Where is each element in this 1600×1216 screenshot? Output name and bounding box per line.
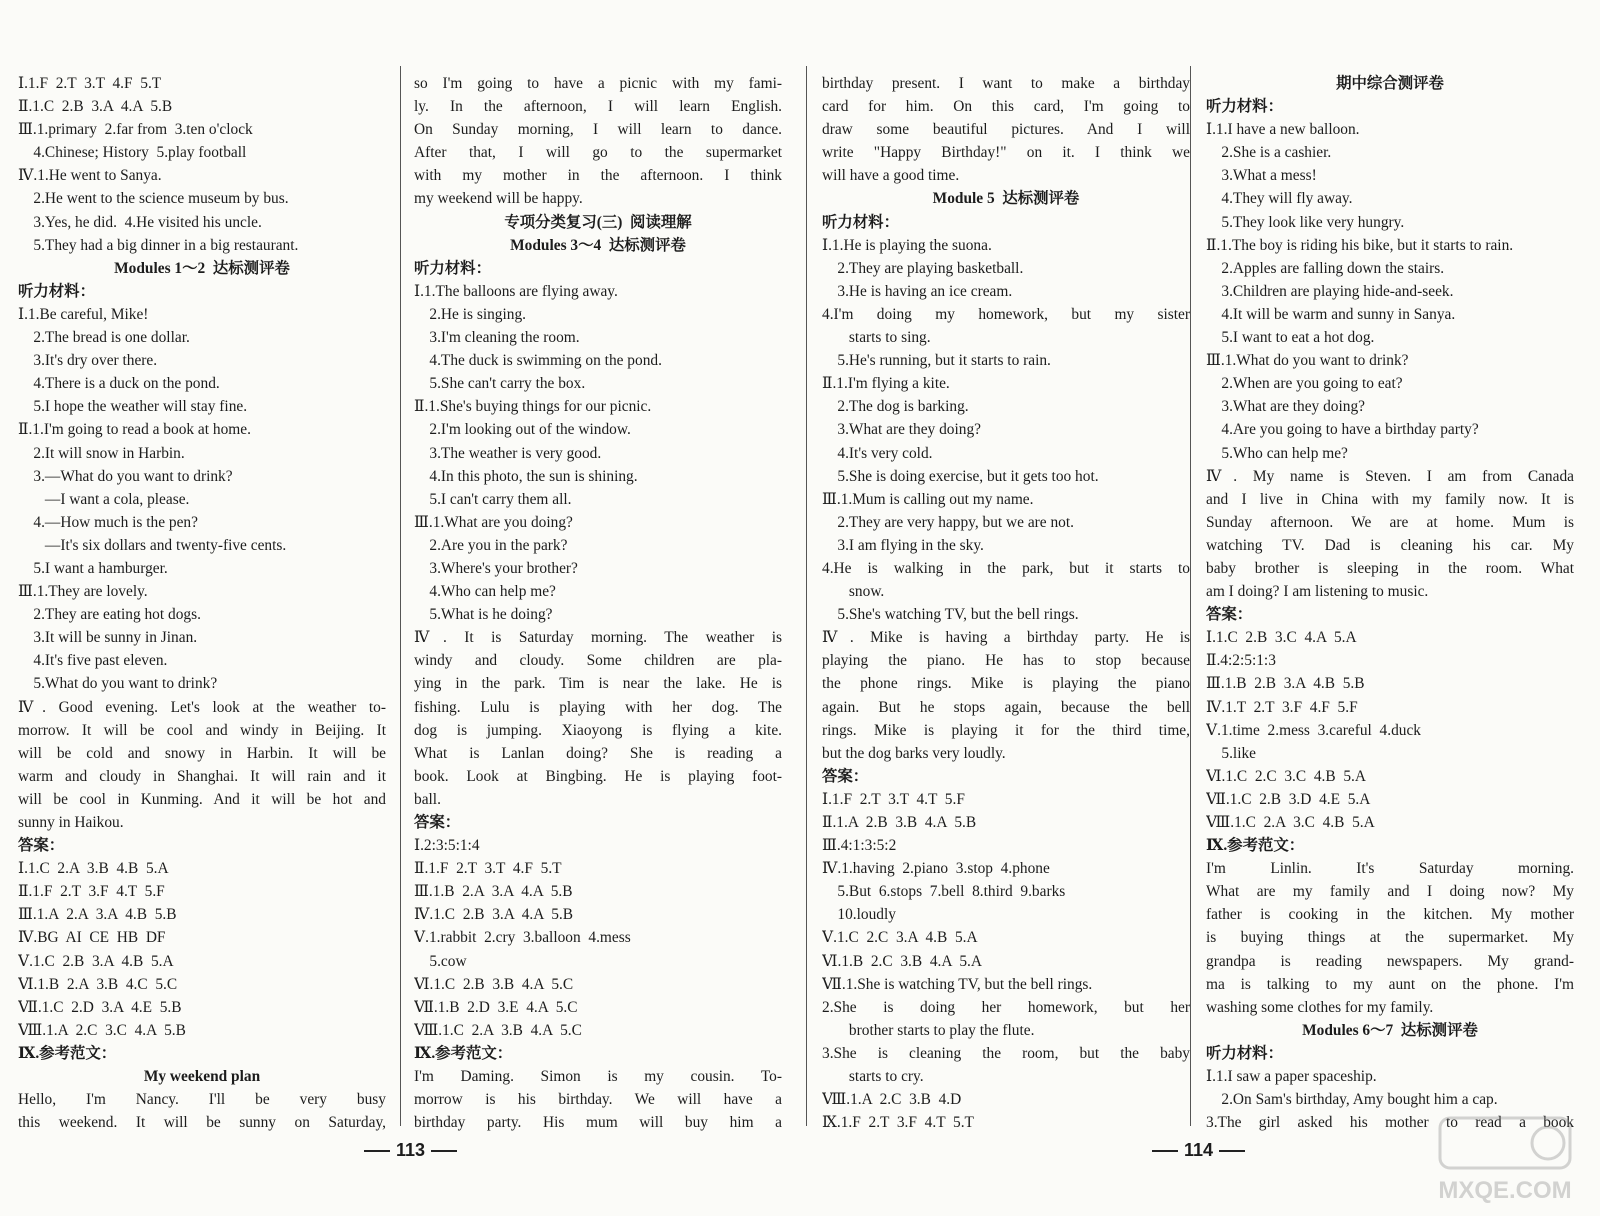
text-line: 3.She is cleaning the room, but the baby — [822, 1044, 1190, 1062]
text-line: and I live in China with my family now. It is — [1206, 490, 1574, 508]
text-line: 5.I can't carry them all. — [414, 490, 572, 508]
text-line: Sunday afternoon. We are at home. Mum is — [1206, 513, 1574, 531]
text-line: 5.Who can help me? — [1206, 444, 1348, 462]
section-heading: Modules 6～7 达标测评卷 — [1302, 1021, 1478, 1039]
text-line: Ⅴ.1.time 2.mess 3.careful 4.duck — [1206, 721, 1421, 739]
text-line: Ⅳ.1.He went to Sanya. — [18, 167, 162, 185]
text-line: will be cold and snowy in Harbin. It will be — [18, 744, 386, 762]
section-heading: My weekend plan — [143, 1068, 261, 1086]
text-line: 4.Are you going to have a birthday party? — [1206, 421, 1479, 439]
text-line: 2.She is a cashier. — [1206, 144, 1332, 162]
column-3 — [822, 72, 1190, 1134]
text-line: starts to cry. — [822, 1068, 924, 1086]
text-line: Ⅳ.1.C 2.B 3.A 4.A 5.B — [414, 906, 574, 924]
text-line: my weekend will be happy. — [414, 190, 583, 208]
text-line: Ⅲ.1.Mum is calling out my name. — [822, 490, 1034, 508]
text-line: ball. — [414, 790, 441, 808]
text-line: 5.I want to eat a hot dog. — [1206, 329, 1375, 347]
page-number-text: 114 — [1184, 1140, 1214, 1160]
text-line: 5.What is he doing? — [414, 606, 553, 624]
text-line: will have a good time. — [822, 167, 960, 185]
section-heading: 期中综合测评卷 — [1336, 75, 1444, 92]
watermark-logo-icon — [1420, 1110, 1590, 1210]
text-line: Ⅳ. Good evening. Let's look at the weather to- — [18, 698, 386, 716]
text-line: ly. In the afternoon, I will learn English. — [414, 98, 782, 116]
text-line: 2.He went to the science museum by bus. — [18, 190, 289, 208]
text-line: 3.What are they doing? — [1206, 398, 1365, 416]
text-line: 2.He is singing. — [414, 305, 527, 323]
text-line: draw some beautiful pictures. And I will — [822, 121, 1190, 139]
text-line: 2.They are eating hot dogs. — [18, 606, 201, 624]
text-line: Ⅳ.BG AI CE HB DF — [18, 929, 166, 947]
text-line: baby brother is sleeping in the room. What — [1206, 559, 1574, 577]
text-line: 5.She can't carry the box. — [414, 375, 586, 393]
text-line: Ⅳ. Mike is having a birthday party. He is — [822, 629, 1190, 647]
text-line: 3.It will be sunny in Jinan. — [18, 629, 198, 647]
text-line: Hello, I'm Nancy. I'll be very busy — [18, 1091, 386, 1109]
text-line: 5.cow — [414, 952, 467, 970]
text-line: Ⅷ.1.A 2.C 3.C 4.A 5.B — [18, 1021, 186, 1039]
text-line: Ⅰ.1.I have a new balloon. — [1206, 121, 1360, 139]
text-line: 2.The bread is one dollar. — [18, 329, 190, 347]
text-line: book. Look at Bingbing. He is playing foot- — [414, 767, 782, 785]
text-line: brother starts to play the flute. — [822, 1021, 1035, 1039]
text-line: Ⅵ.1.C 2.C 3.C 4.B 5.A — [1206, 767, 1367, 785]
page-number-text: 113 — [396, 1140, 426, 1160]
text-line: 3.What are they doing? — [822, 421, 981, 439]
text-line: 5.I want a hamburger. — [18, 559, 168, 577]
text-line: Ⅳ.1.T 2.T 3.F 4.F 5.F — [1206, 698, 1358, 716]
text-line: warm and cloudy in Shanghai. It will rain and it — [18, 767, 386, 785]
page-number-right — [1146, 1140, 1251, 1161]
text-line: 4.The duck is swimming on the pond. — [414, 352, 662, 370]
text-line: Ⅵ.1.B 2.A 3.B 4.C 5.C — [18, 975, 178, 993]
text-line: write "Happy Birthday!" on it. I think we — [822, 144, 1190, 162]
text-line: 答案： — [18, 837, 65, 855]
text-line: is buying things at the supermarket. My — [1206, 929, 1574, 947]
text-line: birthday party. His mum will buy him a — [414, 1114, 782, 1132]
text-line: 3.The weather is very good. — [414, 444, 602, 462]
text-line: this weekend. It will be sunny on Saturday, — [18, 1114, 386, 1132]
text-line: 3.Children are playing hide-and-seek. — [1206, 282, 1454, 300]
text-line: windy and cloudy. Some children are pla- — [414, 652, 782, 670]
text-line: 2.On Sam's birthday, Amy bought him a cap. — [1206, 1091, 1498, 1109]
text-line: father is cooking in the kitchen. My mother — [1206, 906, 1574, 924]
text-line: fishing. Lulu is playing with her dog. The — [414, 698, 782, 716]
text-line: 4.Who can help me? — [414, 583, 556, 601]
text-line: Ⅱ.1.I'm going to read a book at home. — [18, 421, 251, 439]
column-divider — [400, 66, 401, 1126]
text-line: 4.Chinese; History 5.play football — [18, 144, 247, 162]
text-line: 4.It's very cold. — [822, 444, 933, 462]
text-line: Ⅳ.1.having 2.piano 3.stop 4.phone — [822, 860, 1050, 878]
text-line: with my mother in the afternoon. I think — [414, 167, 782, 185]
text-line: 2.Are you in the park? — [414, 536, 568, 554]
text-line: 4.In this photo, the sun is shining. — [414, 467, 638, 485]
section-heading: Module 5 达标测评卷 — [932, 190, 1080, 208]
column-2 — [414, 72, 782, 1134]
text-line: washing some clothes for my family. — [1206, 998, 1434, 1016]
text-line: Ⅰ.1.F 2.T 3.T 4.F 5.T — [18, 75, 162, 92]
text-line: again. But he stops again, because the bell — [822, 698, 1190, 716]
text-line: 3.Where's your brother? — [414, 559, 578, 577]
text-line: 3.What a mess! — [1206, 167, 1317, 185]
text-line: 3.The girl asked his mother to read a book — [1206, 1114, 1574, 1132]
text-line: Ⅰ.2:3:5:1:4 — [414, 837, 480, 855]
section-heading: Modules 1～2 达标测评卷 — [114, 259, 290, 277]
watermark-text: MXQE.COM — [1438, 1177, 1572, 1204]
text-line: sunny in Haikou. — [18, 814, 124, 831]
text-line: Ⅶ.1.B 2.D 3.E 4.A 5.C — [414, 998, 578, 1016]
page-number-left — [358, 1140, 463, 1161]
text-line: Ⅰ.1.I saw a paper spaceship. — [1206, 1068, 1377, 1086]
text-line: Ⅵ.1.C 2.B 3.B 4.A 5.C — [414, 975, 574, 993]
text-line: Ⅳ. My name is Steven. I am from Canada — [1206, 467, 1574, 485]
text-line: Ⅸ.1.F 2.T 3.F 4.T 5.T — [822, 1114, 974, 1132]
text-line: will be cool in Kunming. And it will be hot and — [18, 790, 386, 808]
text-line: 5.I hope the weather will stay fine. — [18, 398, 248, 416]
text-line: Ⅱ.1.She's buying things for our picnic. — [414, 398, 652, 416]
text-line: 听力材料： — [822, 213, 899, 231]
text-line: Ⅱ.1.F 2.T 3.T 4.F 5.T — [414, 860, 562, 878]
text-line: 4.—How much is the pen? — [18, 513, 198, 531]
text-line: but the dog barks very loudly. — [822, 744, 1006, 762]
text-line: birthday present. I want to make a birthday — [822, 75, 1190, 92]
text-line: Ⅲ.1.B 2.A 3.A 4.A 5.B — [414, 883, 573, 901]
text-line: Ⅴ.1.C 2.B 3.A 4.B 5.A — [18, 952, 174, 970]
text-line: 听力材料： — [18, 282, 95, 300]
text-line: 5.But 6.stops 7.bell 8.third 9.barks — [822, 883, 1066, 901]
text-line: 2.They are very happy, but we are not. — [822, 513, 1074, 531]
text-line: the phone rings. Mike is playing the piano — [822, 675, 1190, 693]
text-line: Ⅷ.1.C 2.A 3.C 4.B 5.A — [1206, 814, 1375, 831]
text-line: 2.Apples are falling down the stairs. — [1206, 259, 1445, 277]
text-line: Ⅷ.1.A 2.C 3.B 4.D — [822, 1091, 962, 1109]
text-line: Ⅲ.1.What are you doing? — [414, 513, 573, 531]
text-line: 5.He's running, but it starts to rain. — [822, 352, 1051, 370]
text-line: morrow. It will be cool and windy in Beijing. It — [18, 721, 386, 739]
text-line: Ⅰ.1.C 2.B 3.C 4.A 5.A — [1206, 629, 1357, 647]
text-line: Ⅳ. It is Saturday morning. The weather is — [414, 629, 782, 647]
text-line: What is Lanlan doing? She is reading a — [414, 744, 782, 762]
text-line: 2.I'm looking out of the window. — [414, 421, 631, 439]
text-line: Ⅴ.1.C 2.C 3.A 4.B 5.A — [822, 929, 978, 947]
text-line: 答案： — [414, 814, 461, 831]
text-line: 2.When are you going to eat? — [1206, 375, 1403, 393]
column-4 — [1206, 72, 1574, 1134]
text-line: 4.I'm doing my homework, but my sister — [822, 305, 1190, 323]
text-line: ma is talking to my aunt on the phone. I'm — [1206, 975, 1574, 993]
text-line: 听力材料： — [1206, 98, 1283, 116]
text-line: 4.It will be warm and sunny in Sanya. — [1206, 305, 1456, 323]
text-line: Ⅲ.1.primary 2.far from 3.ten o'clock — [18, 121, 253, 139]
text-line: 答案： — [1206, 606, 1253, 624]
text-line: 答案： — [822, 767, 869, 785]
column-divider — [806, 66, 807, 1126]
text-line: 听力材料： — [414, 259, 491, 277]
text-line: rings. Mike is playing it for the third time, — [822, 721, 1190, 739]
text-line: starts to sing. — [822, 329, 931, 347]
text-line: Ⅱ.1.The boy is riding his bike, but it starts to rain. — [1206, 236, 1514, 254]
section-heading: Modules 3～4 达标测评卷 — [510, 236, 686, 254]
text-line: grandpa is reading newspapers. My grand- — [1206, 952, 1574, 970]
text-line: Ⅱ.4:2:5:1:3 — [1206, 652, 1276, 670]
text-line: Ⅱ.1.A 2.B 3.B 4.A 5.B — [822, 814, 977, 831]
text-line: 3.I'm cleaning the room. — [414, 329, 580, 347]
text-line: Ⅰ.1.C 2.A 3.B 4.B 5.A — [18, 860, 169, 878]
text-line: What are my family and I doing now? My — [1206, 883, 1574, 901]
text-line: Ⅴ.1.rabbit 2.cry 3.balloon 4.mess — [414, 929, 631, 947]
text-line: 听力材料： — [1206, 1044, 1283, 1062]
text-line: Ⅵ.1.B 2.C 3.B 4.A 5.A — [822, 952, 983, 970]
text-line: 4.He is walking in the park, but it starts to — [822, 559, 1190, 577]
text-line: 5.She's watching TV, but the bell rings. — [822, 606, 1079, 624]
text-line: Ⅱ.1.I'm flying a kite. — [822, 375, 950, 393]
text-line: Ⅷ.1.C 2.A 3.B 4.A 5.C — [414, 1021, 582, 1039]
text-line: 2.The dog is barking. — [822, 398, 969, 416]
column-1 — [18, 72, 386, 1134]
text-line: morrow is his birthday. We will have a — [414, 1091, 782, 1109]
text-line: 3.I am flying in the sky. — [822, 536, 984, 554]
text-line: On Sunday morning, I will learn to dance. — [414, 121, 782, 139]
text-line: Ⅰ.1.Be careful, Mike! — [18, 305, 149, 323]
text-line: I'm Daming. Simon is my cousin. To- — [414, 1068, 782, 1086]
text-line: Ⅲ.1.B 2.B 3.A 4.B 5.B — [1206, 675, 1365, 693]
text-line: —I want a cola, please. — [18, 490, 190, 508]
text-line: —It's six dollars and twenty-five cents. — [18, 536, 287, 554]
text-line: 4.There is a duck on the pond. — [18, 375, 220, 393]
text-line: ying in the park. Tim is near the lake. He is — [414, 675, 782, 693]
text-line: Ⅲ.1.They are lovely. — [18, 583, 148, 601]
text-line: 5.like — [1206, 744, 1257, 762]
text-line: 3.He is having an ice cream. — [822, 282, 1013, 300]
text-line: Ⅶ.1.C 2.D 3.A 4.E 5.B — [18, 998, 182, 1016]
text-line: Ⅰ.1.The balloons are flying away. — [414, 282, 618, 300]
text-line: Ⅰ.1.F 2.T 3.T 4.T 5.F — [822, 790, 965, 808]
text-line: so I'm going to have a picnic with my fami- — [414, 75, 782, 92]
section-heading: 专项分类复习(三) 阅读理解 — [504, 213, 692, 231]
text-line: 5.She is doing exercise, but it gets too hot. — [822, 467, 1099, 485]
text-line: Ⅶ.1.She is watching TV, but the bell rings. — [822, 975, 1093, 993]
text-line: playing the piano. He has to stop because — [822, 652, 1190, 670]
text-line: Ⅱ.1.C 2.B 3.A 4.A 5.B — [18, 98, 173, 116]
text-line: Ⅸ.参考范文： — [414, 1044, 513, 1062]
text-line: 5.They had a big dinner in a big restaurant. — [18, 236, 299, 254]
text-line: 3.—What do you want to drink? — [18, 467, 233, 485]
text-line: After that, I will go to the supermarket — [414, 144, 782, 162]
text-line: 3.Yes, he did. 4.He visited his uncle. — [18, 213, 262, 231]
text-line: Ⅲ.1.A 2.A 3.A 4.B 5.B — [18, 906, 177, 924]
text-line: 2.It will snow in Harbin. — [18, 444, 185, 462]
text-line: am I doing? I am listening to music. — [1206, 583, 1429, 601]
text-line: 5.They look like very hungry. — [1206, 213, 1405, 231]
text-line: Ⅲ.1.What do you want to drink? — [1206, 352, 1409, 370]
text-line: Ⅰ.1.He is playing the suona. — [822, 236, 992, 254]
text-line: Ⅲ.4:1:3:5:2 — [822, 837, 897, 855]
text-line: Ⅸ.参考范文： — [18, 1044, 117, 1062]
text-line: snow. — [822, 583, 885, 601]
text-line: I'm Linlin. It's Saturday morning. — [1206, 860, 1574, 878]
column-divider — [1190, 66, 1191, 1126]
text-line: 4.They will fly away. — [1206, 190, 1353, 208]
text-line: 10.loudly — [822, 906, 896, 924]
text-line: 2.They are playing basketball. — [822, 259, 1024, 277]
text-line: 5.What do you want to drink? — [18, 675, 218, 693]
text-line: Ⅱ.1.F 2.T 3.F 4.T 5.F — [18, 883, 165, 901]
text-line: 3.It's dry over there. — [18, 352, 158, 370]
text-line: 2.She is doing her homework, but her — [822, 998, 1190, 1016]
text-line: Ⅸ.参考范文： — [1206, 837, 1305, 855]
text-line: card for him. On this card, I'm going to — [822, 98, 1190, 116]
text-line: Ⅶ.1.C 2.B 3.D 4.E 5.A — [1206, 790, 1371, 808]
text-line: watching TV. Dad is cleaning his car. My — [1206, 536, 1574, 554]
text-line: 4.It's five past eleven. — [18, 652, 168, 670]
text-line: dog is jumping. Xiaoyong is flying a kite. — [414, 721, 782, 739]
